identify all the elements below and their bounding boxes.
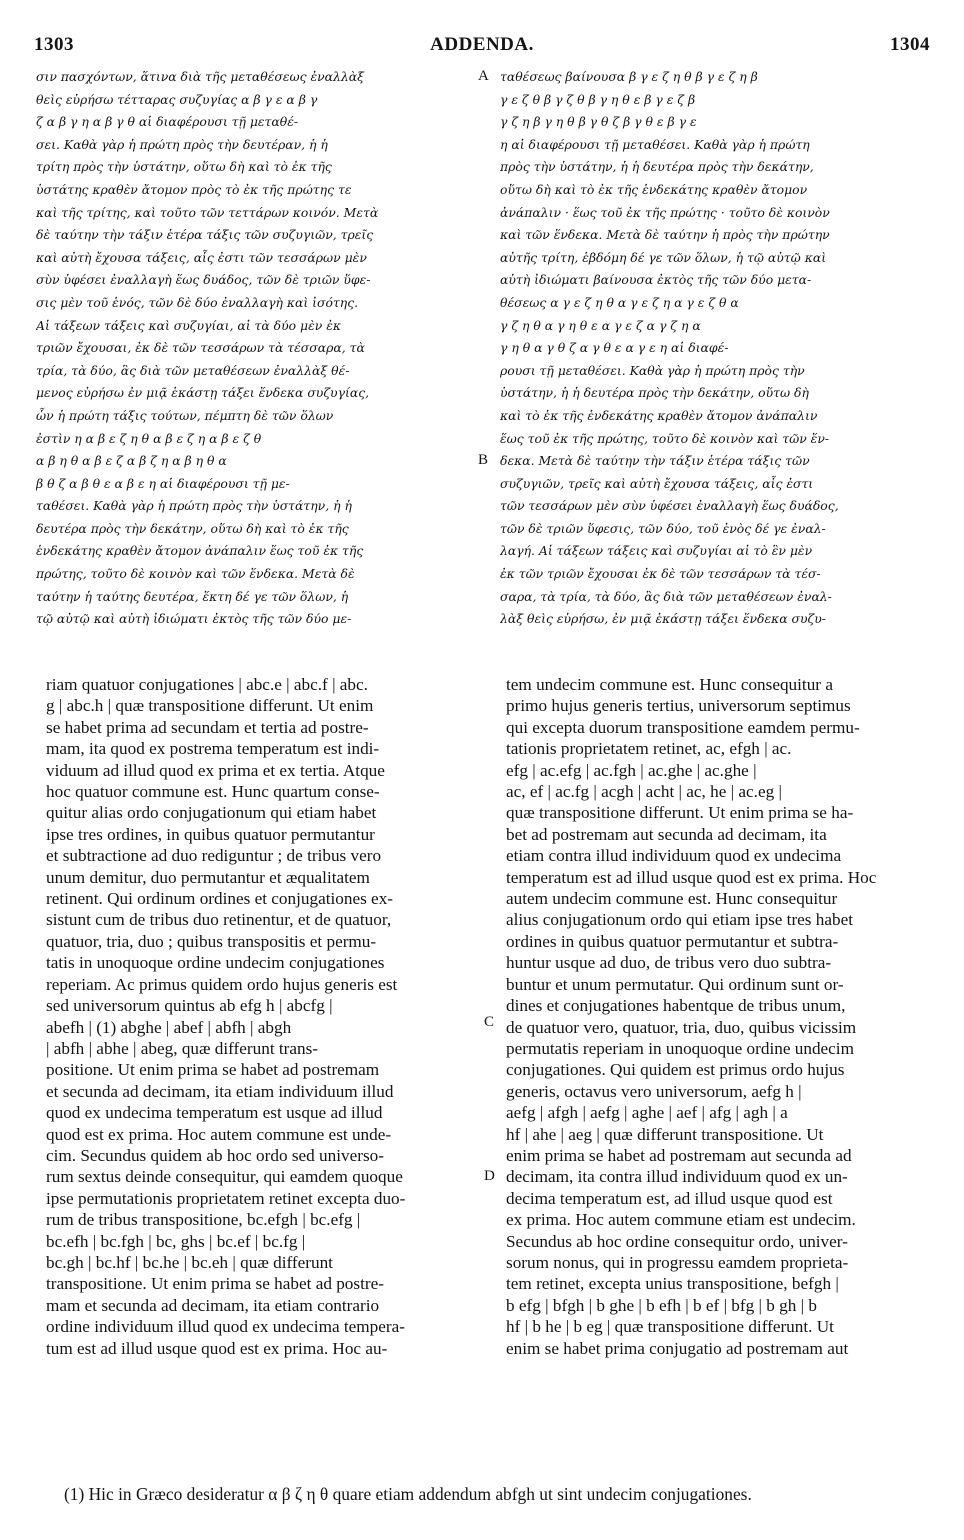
text-line: quod ex undecima temperatum est usque ad illud [46,1103,383,1123]
text-line: riam quatuor conjugationes | abc.e | abc.f | abc. [46,675,368,694]
text-line: ὧν ἡ πρώτη τάξις τούτων, πέμπτη δὲ τῶν ὅλων [36,407,334,423]
text-line: αὐτὴ ἰδιώματι βαίνουσα ἐκτὸς τῆς τῶν δύο μετα- [500,272,812,288]
text-line: bc.efh | bc.fgh | bc, ghs | bc.ef | bc.fg | [46,1231,306,1251]
text-line: γ η θ α γ θ ζ α γ θ ε α γ ε η αἱ διαφέ- [500,340,729,356]
text-line: quod est ex prima. Hoc autem commune est unde- [46,1124,392,1144]
text-line: quatuor, tria, duo ; quibus transpositis et permu- [46,931,377,951]
text-line: τῷ αὐτῷ καὶ αὐτὴ ἰδιώματι ἐκτὸς τῆς τῶν δύο με- [36,611,352,627]
page-number-right: 1304 [890,34,930,55]
text-line: tum est ad illud usque quod est ex prima. Hoc au- [46,1338,388,1358]
margin-letter-b: B [478,452,489,468]
latin-column-right [506,674,932,1359]
text-line: ὑστάτης κραθὲν ἄτομον πρὸς τὸ ἐκ τῆς πρώτης τε [36,181,352,197]
greek-column-right [500,66,920,631]
text-line: enim prima se habet ad postremam aut secunda ad [506,1145,852,1165]
text-line: τρίτη πρὸς τὴν ὑστάτην, οὕτω δὴ καὶ τὸ ἐκ τῆς [36,159,332,175]
text-line: etiam contra illud individuum quod ex undecima [506,846,842,866]
text-line: ordine individuum illud quod ex undecima tempera- [46,1317,405,1337]
text-line: dines et conjugationes habentque de tribus unum, [506,996,846,1016]
text-line: οὕτω δὴ καὶ τὸ ἐκ τῆς ἑνδεκάτης κραθὲν ἄτομον [500,181,808,197]
text-line: αὐτῆς τρίτη, ἑβδόμη δέ γε τῶν ὅλων, ἡ τῷ αὐτῷ καὶ [500,249,827,265]
text-line: primo hujus generis tertius, universorum septimus [506,696,851,716]
text-line: Secundus ab hoc ordine consequitur ordo, univer- [506,1231,848,1251]
text-line: quæ transpositione differunt. Ut enim prima se ha- [506,803,854,823]
text-line: sorum nonus, qui in progressu eamdem proprieta- [506,1252,849,1272]
footnote: (1) Hic in Græco desideratur α β ζ η θ quare etiam addendum abfgh ut sint undecim conjugationes. [64,1484,752,1504]
text-line: bc.gh | bc.hf | bc.he | bc.eh | quæ differunt [46,1252,333,1272]
text-line: efg | ac.efg | ac.fgh | ac.ghe | ac.ghe | [506,760,757,780]
text-line: tem undecim commune est. Hunc consequitur a [506,675,833,694]
text-line: enim se habet prima conjugatio ad postremam aut [506,1338,849,1358]
text-line: ρουσι τῇ μεταθέσει. Καθὰ γὰρ ἡ πρώτη πρὸς τὴν [500,362,805,378]
text-line: Αἱ τάξεων τάξεις καὶ συζυγίαι, αἱ τὰ δύο μὲν ἐκ [36,317,342,333]
text-line: decima temperatum est, ad illud usque quod est [506,1188,833,1208]
text-line: ex prima. Hoc autem commune etiam est undecim. [506,1210,856,1230]
text-line: η αἱ διαφέρουσι τῇ μεταθέσει. Καθὰ γὰρ ἡ πρώτη [500,136,810,152]
text-line: σει. Καθὰ γὰρ ἡ πρώτη πρὸς τὴν δευτέραν, ἡ ἡ [36,136,328,152]
text-line: reperiam. Ac primus quidem ordo hujus generis est [46,974,398,994]
text-line: σαρα, τὰ τρία, τὰ δύο, ἃς διὰ τῶν μεταθέσεων ἐναλ- [500,588,832,604]
margin-letter-a: A [478,68,489,84]
text-line: retinent. Qui ordinum ordines et conjugationes ex- [46,889,394,909]
text-line: ἀνάπαλιν · ἕως τοῦ ἐκ τῆς πρώτης · τοῦτο δὲ κοινὸν [500,204,830,220]
text-line: | abfh | abhe | abeg, quæ differunt trans- [46,1038,319,1058]
text-line: σις μὲν τοῦ ἑνός, τῶν δὲ δύο ἐναλλαγὴ καὶ ἰσότης. [36,294,359,310]
text-line: et subtractione ad duo rediguntur ; de tribus vero [46,846,382,866]
text-line: hf | ahe | aeg | quæ differunt transpositione. Ut [506,1124,824,1144]
text-line: unum demitur, duo permutantur et æqualitatem [46,867,370,887]
text-line: rum sextus deinde consequitur, qui eamdem quoque [46,1167,403,1187]
text-line: tatis in unoquoque ordine undecim conjugationes [46,953,385,973]
text-line: aefg | afgh | aefg | aghe | aef | afg | agh | a [506,1103,788,1123]
text-line: μενος εὑρήσω ἐν μιᾷ ἑκάστῃ τάξει ἕνδεκα συζυγίας, [36,385,370,401]
latin-column-left [46,674,472,1359]
text-line: ac, ef | ac.fg | acgh | acht | ac, he | ac.eg | [506,782,782,802]
text-line: g | abc.h | quæ transpositione differunt. Ut enim [46,696,374,716]
text-line: mam, ita quod ex postrema temperatum est indi- [46,739,380,759]
text-line: b efg | bfgh | b ghe | b efh | b ef | bfg | b gh | b [506,1295,817,1315]
page-number-left: 1303 [34,34,74,55]
text-line: autem undecim commune est. Hunc consequitur [506,889,838,909]
text-line: et secunda ad decimam, ita etiam individuum illud [46,1081,394,1101]
text-line: bet ad postremam aut secunda ad decimam, ita [506,824,827,844]
text-line: σὺν ὑφέσει ἐναλλαγὴ ἕως δυάδος, τῶν δὲ τριῶν ὕφε- [36,272,371,288]
text-line: decimam, ita contra illud individuum quod ex un- [506,1167,848,1187]
text-line: τριῶν ἔχουσαι, ἐκ δὲ τῶν τεσσάρων τὰ τέσσαρα, τὰ [36,340,365,356]
text-line: tationis proprietatem retinet, ac, efgh | ac. [506,739,792,759]
text-line: sed universorum quintus ab efg h | abcfg | [46,996,333,1016]
text-line: alius conjugationum ordo qui etiam ipse tres habet [506,910,854,930]
text-line: ἑνδεκάτης κραθὲν ἄτομον ἀνάπαλιν ἕως τοῦ ἐκ τῆς [36,543,364,559]
text-line: sistunt cum de tribus duo retinentur, et de quatuor, [46,910,392,930]
text-line: δευτέρα πρὸς τὴν δεκάτην, οὕτω δὴ καὶ τὸ ἐκ τῆς [36,520,349,536]
text-line: καὶ τὸ ἐκ τῆς ἑνδεκάτης κραθὲν ἄτομον ἀνάπαλιν [500,407,818,423]
text-line: καὶ αὐτὴ ἔχουσα τάξεις, αἷς ἐστι τῶν τεσσάρων μὲν [36,249,367,265]
text-line: ipse permutationis proprietatem retinet excepta duo- [46,1188,406,1208]
text-line: ταθέσεως βαίνουσα β γ ε ζ η θ β γ ε ζ η β [500,69,758,84]
text-line: πρώτης, τοῦτο δὲ κοινὸν καὶ τῶν ἕνδεκα. Μετὰ δὲ [36,566,355,582]
text-line: abefh | (1) abghe | abef | abfh | abgh [46,1017,292,1037]
text-line: rum de tribus transpositione, bc.efgh | bc.efg | [46,1210,361,1230]
text-line: σιν πασχόντων, ἅτινα διὰ τῆς μεταθέσεως ἐναλλὰξ [36,69,364,84]
text-line: mam et secunda ad decimam, ita etiam contrario [46,1295,380,1315]
text-line: ἐκ τῶν τριῶν ἔχουσαι ἐκ δὲ τῶν τεσσάρων τὰ τέσ- [500,566,821,582]
text-line: hf | b he | b eg | quæ transpositione differunt. Ut [506,1317,834,1337]
text-line: permutatis reperiam in unoquoque ordine undecim [506,1038,854,1058]
text-line: δεκα. Μετὰ δὲ ταύτην τὴν τάξιν ἑτέρα τάξις τῶν [500,453,810,469]
text-line: γ ζ η θ α γ η θ ε α γ ε ζ α γ ζ η α [500,317,701,333]
text-line: quitur alias ordo conjugationum qui etiam habet [46,803,377,823]
text-line: generis, octavus vero universorum, aefg h | [506,1081,802,1101]
text-line: hoc quatuor commune est. Hunc quartum conse- [46,782,380,802]
text-line: huntur usque ad duo, de tribus vero duo subtra- [506,953,832,973]
text-line: ipse tres ordines, in quibus quatuor permutantur [46,824,375,844]
margin-letter-c: C [484,1014,495,1030]
text-line: cim. Secundus quidem ab hoc ordo sed universo- [46,1145,384,1165]
text-line: α β η θ α β ε ζ α β ζ η α β η θ α [36,453,227,469]
text-line: τρία, τὰ δύο, ἃς διὰ τῶν μεταθέσεων ἐναλλὰξ θέ- [36,362,350,378]
text-line: τῶν τεσσάρων μὲν σὺν ὑφέσει ἐναλλαγὴ ἕως δυάδος, [500,498,839,514]
text-line: δὲ ταύτην τὴν τάξιν ἑτέρα τάξις τῶν συζυγιῶν, τρεῖς [36,227,374,243]
text-line: ἕως τοῦ ἐκ τῆς πρώτης, τοῦτο δὲ κοινὸν καὶ τῶν ἕν- [500,430,830,446]
text-line: positione. Ut enim prima se habet ad postremam [46,1060,380,1080]
greek-column-left [36,66,456,631]
text-line: ἐστὶν η α β ε ζ η θ α β ε ζ η α β ε ζ θ [36,430,262,446]
text-line: τῶν δὲ τριῶν ὕφεσις, τῶν δύο, τοῦ ἑνὸς δέ γε ἐναλ- [500,520,826,536]
text-line: θέσεως α γ ε ζ η θ α γ ε ζ η α γ ε ζ θ α [500,294,739,310]
text-line: viduum ad illud quod ex prima et ex tertia. Atque [46,760,385,780]
text-line: qui excepta duorum transpositione eamdem permu- [506,717,860,737]
text-line: de quatuor vero, quatuor, tria, duo, quibus vicissim [506,1017,857,1037]
text-line: conjugationes. Qui quidem est primus ordo hujus [506,1060,845,1080]
text-line: ζ α β γ η α β γ θ αἱ διαφέρουσι τῇ μεταθέ- [36,114,299,130]
text-line: γ ζ η β γ η θ β γ θ ζ β γ θ ε β γ ε [500,114,697,130]
text-line: tem retinet, excepta unius transpositione, befgh | [506,1274,839,1294]
text-line: γ ε ζ θ β γ ζ θ β γ η θ ε β γ ε ζ β [500,91,696,107]
text-line: λὰξ θεὶς εὑρήσω, ἐν μιᾷ ἑκάστῃ τάξει ἕνδεκα συζυ- [500,611,826,627]
text-line: se habet prima ad secundam et tertia ad postre- [46,717,369,737]
text-line: καὶ τῆς τρίτης, καὶ τοῦτο τῶν τεττάρων κοινόν. Μετὰ [36,204,379,220]
text-line: ταθέσει. Καθὰ γὰρ ἡ πρώτη πρὸς τὴν ὑστάτην, ἡ ἡ [36,498,352,514]
text-line: πρὸς τὴν ὑστάτην, ἡ ἡ δευτέρα πρὸς τὴν δεκάτην, [500,159,814,175]
text-line: καὶ τῶν ἕνδεκα. Μετὰ δὲ ταύτην ἡ πρὸς τὴν πρώτην [500,227,830,243]
text-line: β θ ζ α β θ ε α β ε η αἱ διαφέρουσι τῇ με- [36,475,290,491]
text-line: συζυγιῶν, τρεῖς καὶ αὐτὴ ἔχουσα τάξεις, αἷς ἐστι [500,475,814,491]
running-title: ADDENDA. [430,34,534,55]
text-line: ταύτην ἡ ταύτης δευτέρα, ἕκτη δέ γε τῶν ὅλων, ἡ [36,588,349,604]
text-line: θεὶς εὑρήσω τέτταρας συζυγίας α β γ ε α β γ [36,91,318,107]
text-line: temperatum est ad illud usque quod est ex prima. Hoc [506,867,877,887]
margin-letter-d: D [484,1168,495,1184]
text-line: λαγή. Αἱ τάξεων τάξεις καὶ συζυγίαι αἱ τὸ ἓν μὲν [500,543,813,559]
page-header [34,34,930,60]
text-line: ὑστάτην, ἡ ἡ δευτέρα πρὸς τὴν δεκάτην, οὕτω δὴ [500,385,809,401]
text-line: ordines in quibus quatuor permutantur et subtra- [506,931,839,951]
text-line: transpositione. Ut enim prima se habet ad postre- [46,1274,384,1294]
text-line: buntur et unum permutatur. Qui ordinum sunt or- [506,974,844,994]
